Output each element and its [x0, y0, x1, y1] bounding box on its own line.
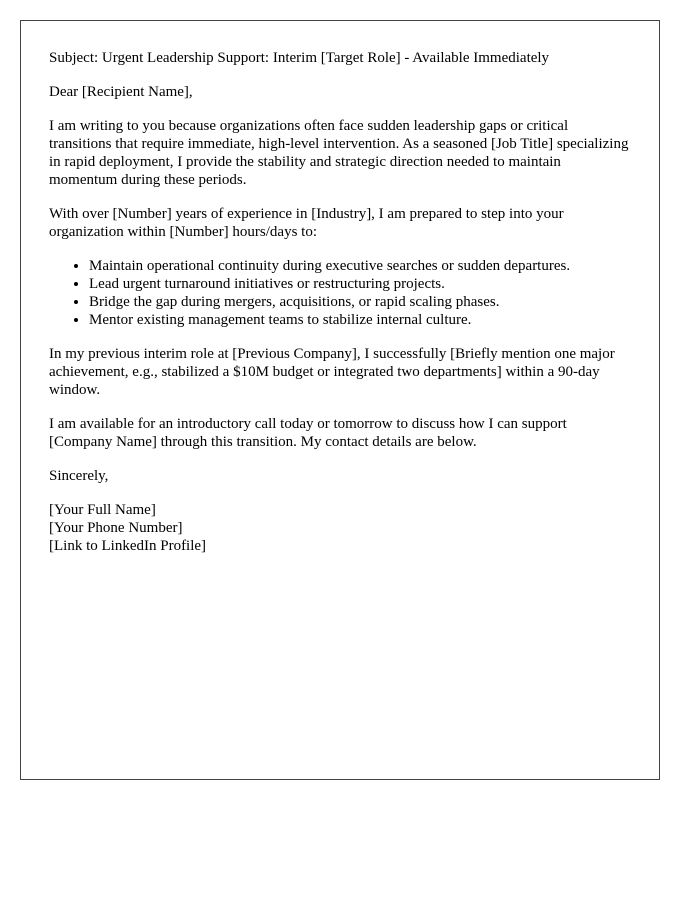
- paragraph-experience: With over [Number] years of experience in [Industry], I am prepared to step into your organization within [Number] hours/days to:: [49, 206, 564, 240]
- list-item: • Mentor existing management teams to stabilize internal culture.: [89, 311, 631, 329]
- list-item: • Lead urgent turnaround initiatives or restructuring projects.: [89, 275, 631, 293]
- signature-linkedin: [Link to LinkedIn Profile]: [49, 538, 207, 554]
- signature-block: [49, 501, 631, 555]
- signature-phone: [Your Phone Number]: [49, 520, 183, 536]
- list-item: • Maintain operational continuity during executive searches or sudden departures.: [89, 257, 631, 275]
- duties-list: [49, 257, 631, 329]
- paragraph-previous-role: In my previous interim role at [Previous Company], I successfully [Briefly mention one major achievement, e.g., stabilized a $10M budget or integrated two departments] within a 90-day window.: [49, 346, 615, 398]
- signature-name: [Your Full Name]: [49, 502, 156, 518]
- paragraph-intro: I am writing to you because organizations often face sudden leadership gaps or critical transitions that require immediate, high-level intervention. As a seasoned [Job Title] specializing in rapid deployment, I provide the stability and strategic direction needed to maintain momentum during these periods.: [49, 118, 629, 188]
- letter-salutation: Dear [Recipient Name],: [49, 84, 193, 100]
- paragraph-availability: I am available for an introductory call today or tomorrow to discuss how I can support [Company Name] through this transition. My contact details are below.: [49, 416, 567, 450]
- letter-subject: Subject: Urgent Leadership Support: Interim [Target Role] - Available Immediately: [49, 50, 550, 66]
- list-item: • Bridge the gap during mergers, acquisitions, or rapid scaling phases.: [89, 293, 631, 311]
- letter-closing: Sincerely,: [49, 468, 109, 484]
- letter-document: [20, 20, 660, 780]
